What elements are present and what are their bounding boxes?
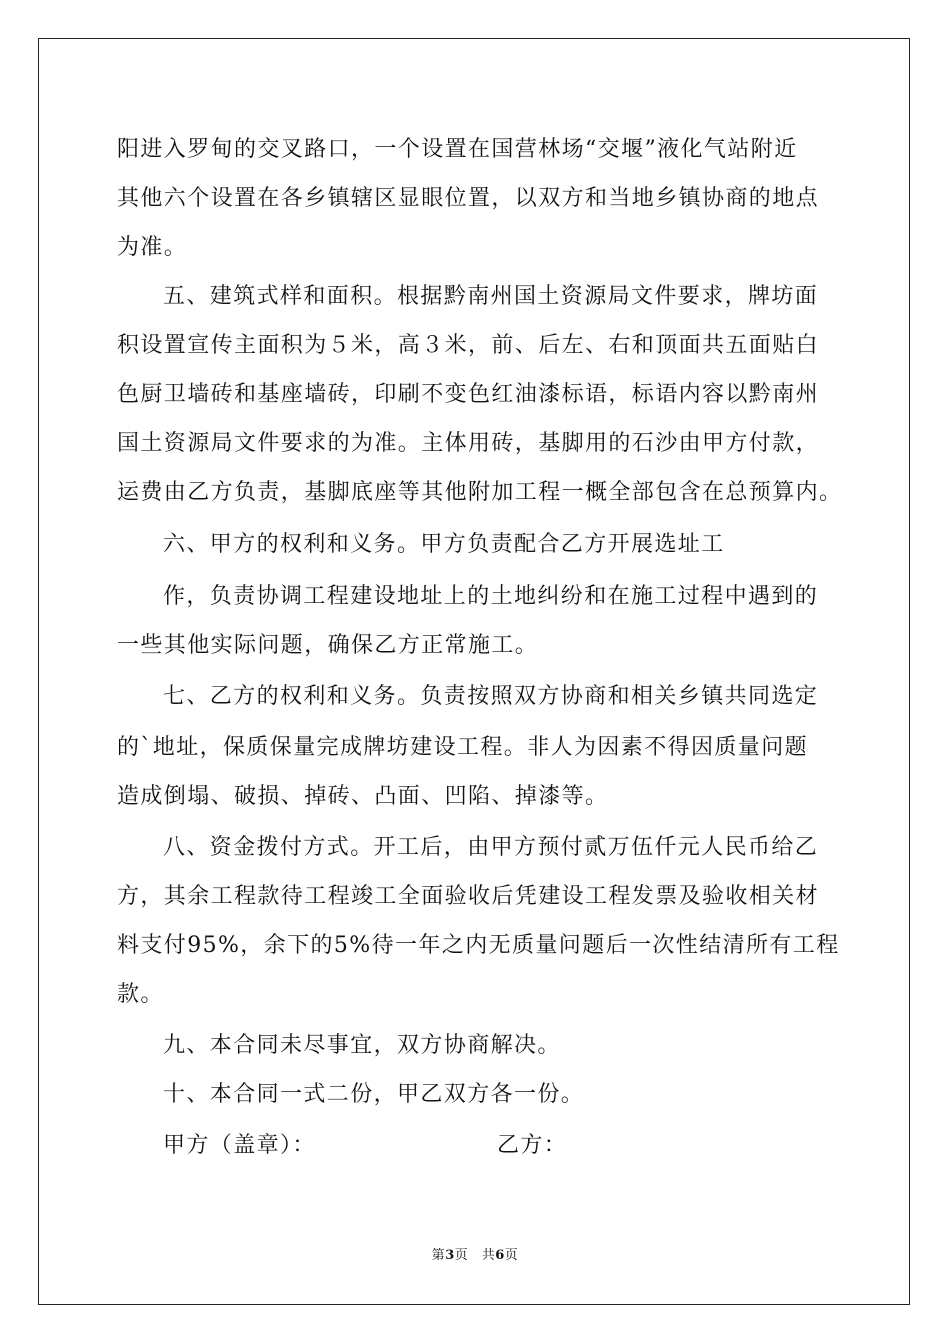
- party-b-signature-label: 乙方：: [497, 1133, 568, 1158]
- body-line: 色厨卫墙砖和基座墙砖，印刷不变色红油漆标语，标语内容以黔南州: [117, 382, 820, 407]
- body-line: 阳进入罗甸的交叉路口，一个设置在国营林场“交堰”液化气站附近: [117, 137, 798, 162]
- body-line: 方，其余工程款待工程竣工全面验收后凭建设工程发票及验收相关材: [117, 884, 820, 909]
- footer-mid: 页 共: [454, 1248, 496, 1263]
- body-line: 造成倒塌、破损、掉砖、凸面、凹陷、掉漆等。: [117, 784, 609, 809]
- footer-prefix: 第: [431, 1248, 446, 1263]
- footer-page-number: 3: [445, 1248, 455, 1263]
- body-line: 的`地址，保质保量完成牌坊建设工程。非人为因素不得因质量问题: [117, 735, 809, 760]
- body-line: 款。: [117, 982, 164, 1007]
- body-line: 运费由乙方负责，基脚底座等其他附加工程一概全部包含在总预算内。: [117, 480, 843, 505]
- body-line: 为准。: [117, 235, 188, 260]
- footer-total-pages: 6: [495, 1248, 505, 1263]
- body-line: 其他六个设置在各乡镇辖区显眼位置，以双方和当地乡镇协商的地点: [117, 186, 820, 211]
- footer-suffix: 页: [504, 1248, 519, 1263]
- party-a-signature-label: 甲方（盖章）：: [163, 1133, 316, 1158]
- section-6-heading: 六、甲方的权利和义务。甲方负责配合乙方开展选址工: [163, 532, 725, 557]
- page-footer: [0, 1244, 950, 1263]
- page-border: [38, 38, 910, 1305]
- body-line: 一些其他实际问题，确保乙方正常施工。: [117, 633, 539, 658]
- body-line: 国土资源局文件要求的为准。主体用砖，基脚用的石沙由甲方付款，: [117, 431, 820, 456]
- body-line: 作，负责协调工程建设地址上的土地纠纷和在施工过程中遇到的: [163, 584, 819, 609]
- section-10-heading: 十、本合同一式二份，甲乙双方各一份。: [163, 1082, 585, 1107]
- body-line: 料支付95%，余下的5%待一年之内无质量问题后一次性结清所有工程: [117, 933, 840, 958]
- section-8-heading: 八、资金拨付方式。开工后，由甲方预付贰万伍仟元人民币给乙: [163, 835, 819, 860]
- body-line: 积设置宣传主面积为５米，高３米，前、后左、右和顶面共五面贴白: [117, 333, 820, 358]
- section-5-heading: 五、建筑式样和面积。根据黔南州国土资源局文件要求，牌坊面: [163, 284, 819, 309]
- section-7-heading: 七、乙方的权利和义务。负责按照双方协商和相关乡镇共同选定: [163, 684, 819, 709]
- section-9-heading: 九、本合同未尽事宜，双方协商解决。: [163, 1033, 561, 1058]
